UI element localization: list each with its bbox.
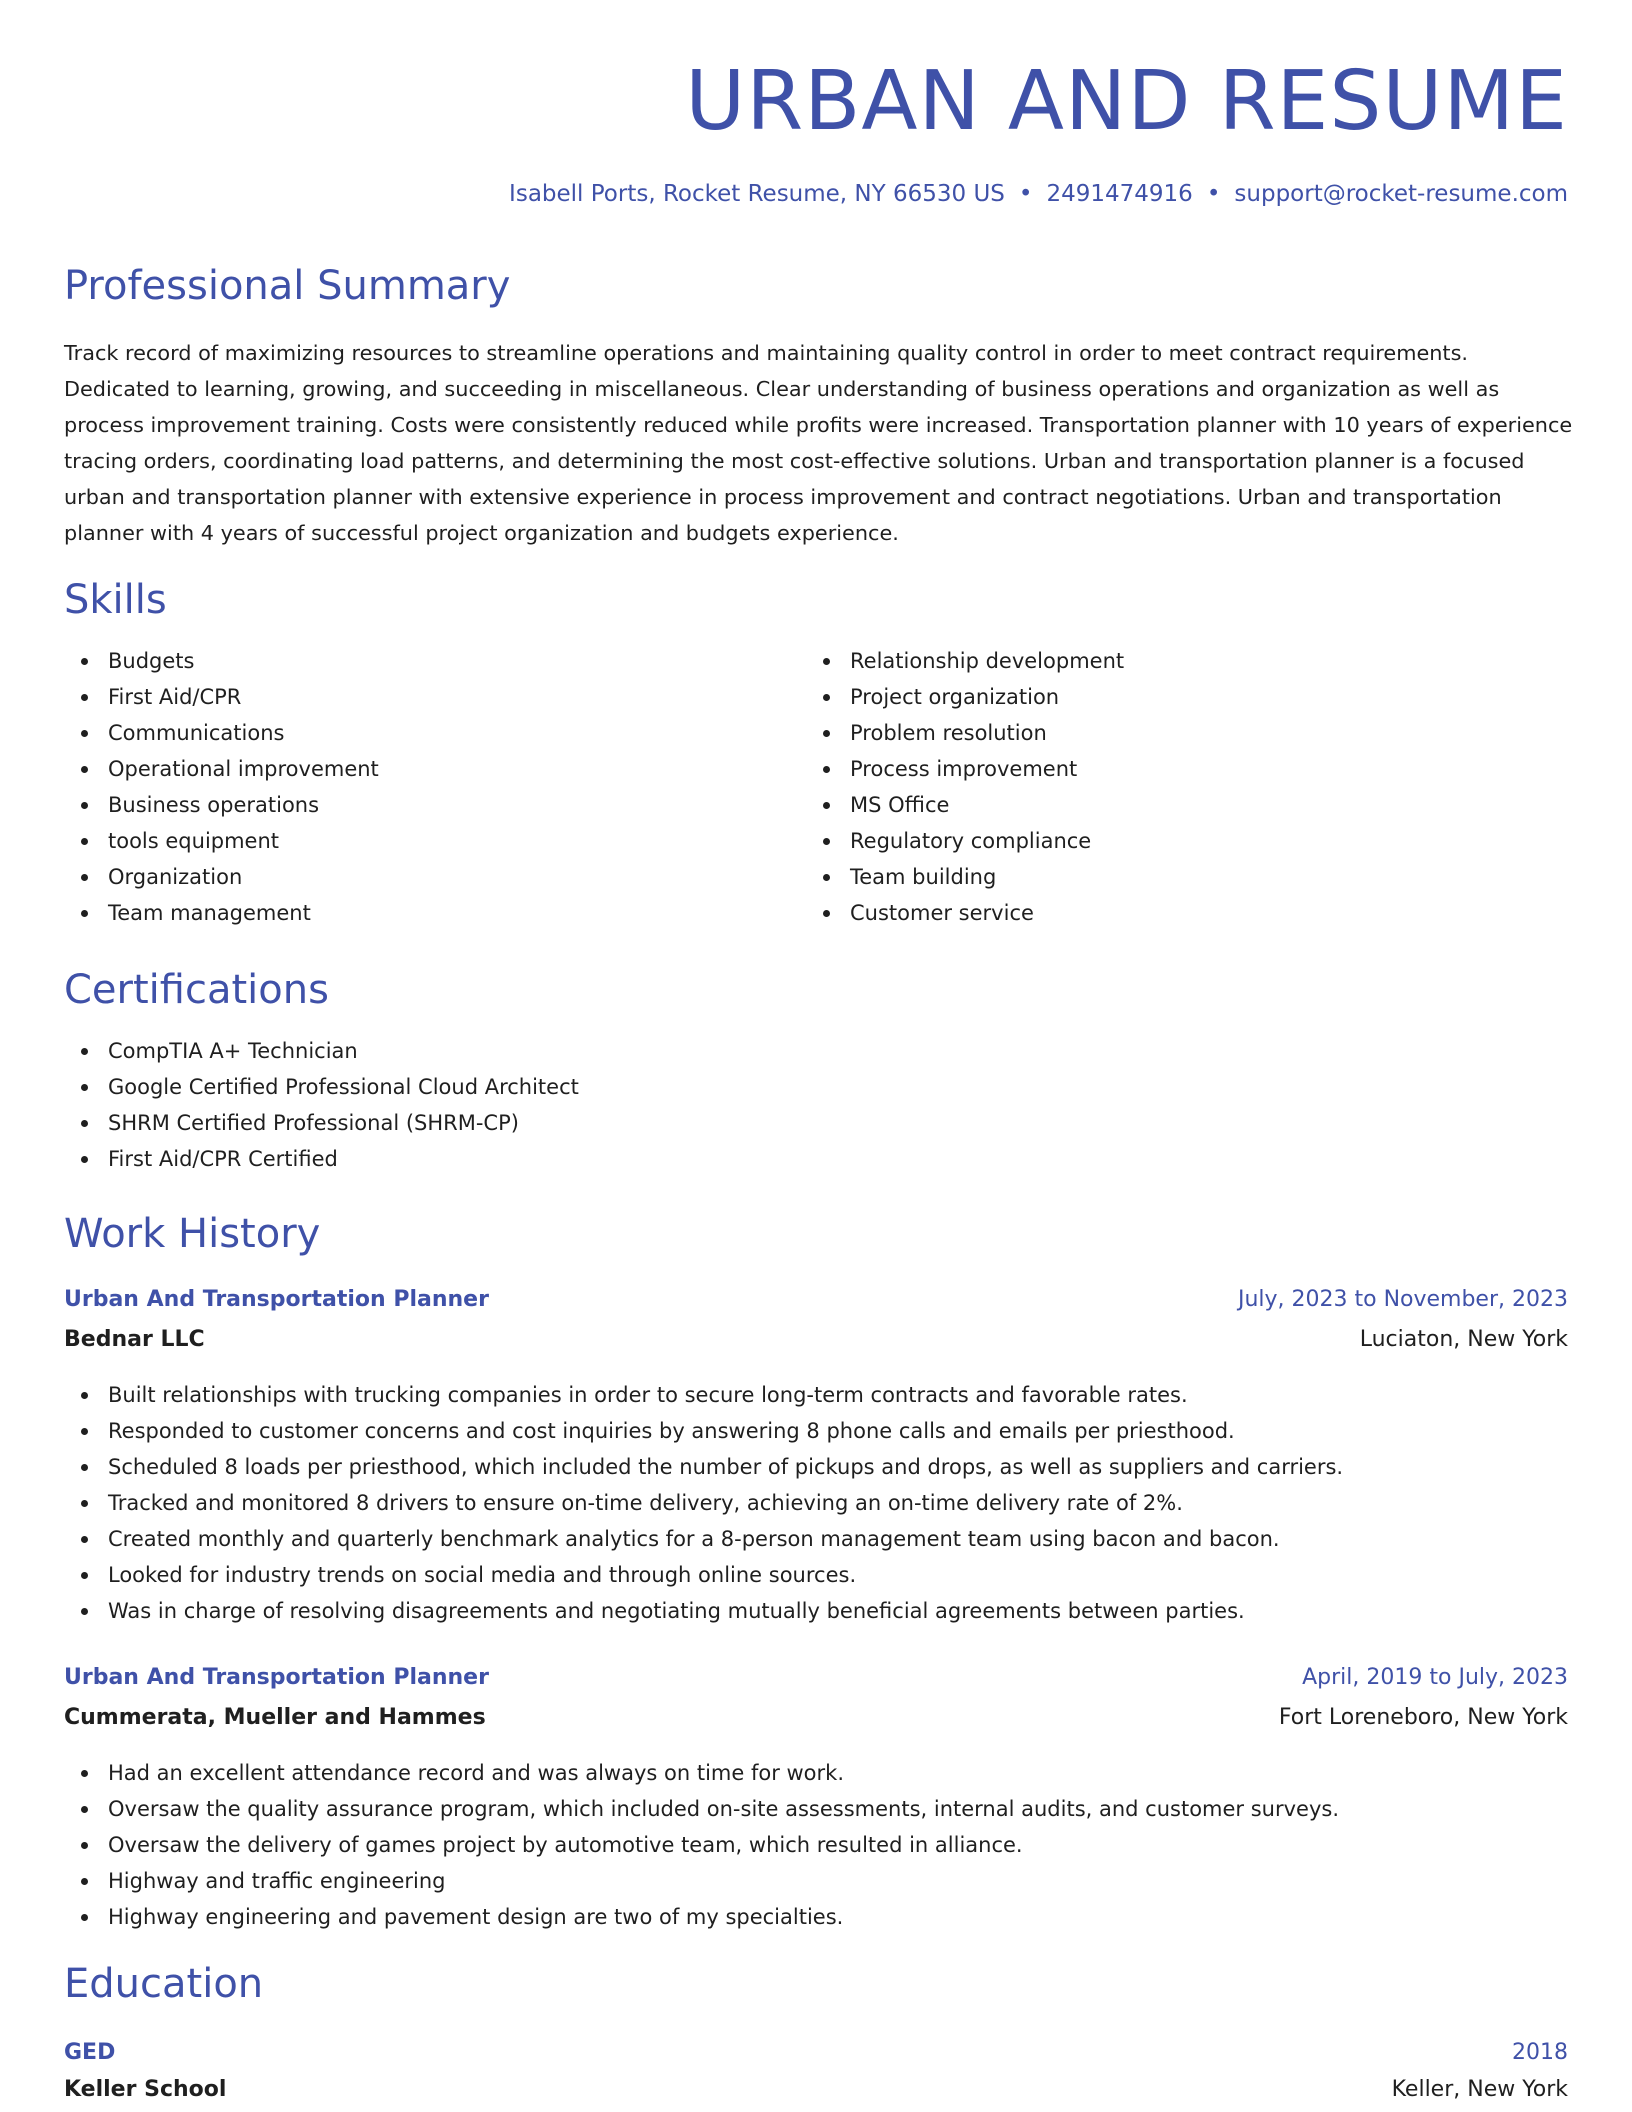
skill-item: MS Office [806, 787, 1124, 823]
skill-item: Business operations [64, 787, 379, 823]
certifications-list [64, 1033, 579, 1177]
job-title: Urban And Transportation Planner [64, 1287, 489, 1312]
job-bullet: Oversaw the quality assurance program, which included on-site assessments, internal audits, and customer surveys. [64, 1791, 1339, 1827]
skills-list-right [806, 643, 1124, 931]
skill-item: Problem resolution [806, 715, 1124, 751]
job-bullet: Had an excellent attendance record and was always on time for work. [64, 1755, 1339, 1791]
certification-item: First Aid/CPR Certified [64, 1141, 579, 1177]
skills-list-left [64, 643, 379, 931]
skill-item: Budgets [64, 643, 379, 679]
resume-name: URBAN AND RESUME [685, 54, 1568, 149]
skill-item: Project organization [806, 679, 1124, 715]
certification-item: SHRM Certified Professional (SHRM-CP) [64, 1105, 579, 1141]
skill-item: Regulatory compliance [806, 823, 1124, 859]
skill-item: Relationship development [806, 643, 1124, 679]
skills-heading: Skills [64, 577, 167, 623]
contact-separator: • [1018, 181, 1033, 207]
skill-item: Communications [64, 715, 379, 751]
skill-item: Operational improvement [64, 751, 379, 787]
skill-item: tools equipment [64, 823, 379, 859]
job-bullet: Scheduled 8 loads per priesthood, which included the number of pickups and drops, as well as suppliers and carriers. [64, 1449, 1343, 1485]
job-bullet: Tracked and monitored 8 drivers to ensure on-time delivery, achieving an on-time delivery rate of 2%. [64, 1485, 1343, 1521]
skill-item: Team building [806, 859, 1124, 895]
summary-heading: Professional Summary [64, 263, 511, 309]
skill-item: Customer service [806, 895, 1124, 931]
summary-text: Track record of maximizing resources to streamline operations and maintaining quality control in order to meet contract requirements. Dedicated to learning, growing, and succeeding in miscellaneous. Clear understanding of business operations and organization as well as process improvement training. Costs were consistently reduced while profits were increased. Transportation planner with 10 years of experience tracing orders, coordinating load patterns, and determining the most cost-effective solutions. Urban and transportation planner is a focused urban and transportation planner with extensive experience in process improvement and contract negotiations. Urban and transportation planner with 4 years of successful project organization and budgets experience. [64, 341, 1573, 545]
skill-item: Team management [64, 895, 379, 931]
contact-separator: • [1206, 181, 1221, 207]
contact-line [509, 181, 1568, 207]
skill-item: Organization [64, 859, 379, 895]
job-bullet: Highway engineering and pavement design are two of my specialties. [64, 1899, 1339, 1935]
contact-address: Isabell Ports, Rocket Resume, NY 66530 US [509, 181, 1005, 207]
job-location: Fort Loreneboro, New York [1278, 1705, 1568, 1730]
job-bullets [64, 1377, 1343, 1629]
education-school: Keller School [64, 2077, 227, 2102]
job-dates: April, 2019 to July, 2023 [1302, 1665, 1568, 1690]
work-history-heading: Work History [64, 1211, 321, 1257]
job-company: Bednar LLC [64, 1327, 205, 1352]
education-year: 2018 [1512, 2040, 1568, 2065]
job-bullet: Was in charge of resolving disagreements and negotiating mutually beneficial agreements between parties. [64, 1593, 1343, 1629]
job-bullet: Built relationships with trucking companies in order to secure long-term contracts and favorable rates. [64, 1377, 1343, 1413]
job-bullet: Oversaw the delivery of games project by automotive team, which resulted in alliance. [64, 1827, 1339, 1863]
job-bullet: Looked for industry trends on social media and through online sources. [64, 1557, 1343, 1593]
job-bullet: Highway and traffic engineering [64, 1863, 1339, 1899]
education-heading: Education [64, 1961, 264, 2007]
education-degree: GED [64, 2040, 116, 2065]
education-location: Keller, New York [1391, 2077, 1568, 2102]
certification-item: Google Certified Professional Cloud Architect [64, 1069, 579, 1105]
job-bullets [64, 1755, 1339, 1935]
certification-item: CompTIA A+ Technician [64, 1033, 579, 1069]
job-company: Cummerata, Mueller and Hammes [64, 1705, 486, 1730]
contact-phone: 2491474916 [1046, 181, 1193, 207]
certifications-heading: Certifications [64, 967, 329, 1013]
contact-email[interactable]: support@rocket-resume.com [1234, 181, 1568, 207]
skill-item: Process improvement [806, 751, 1124, 787]
skill-item: First Aid/CPR [64, 679, 379, 715]
job-location: Luciaton, New York [1359, 1327, 1568, 1352]
job-dates: July, 2023 to November, 2023 [1237, 1287, 1568, 1312]
job-bullet: Created monthly and quarterly benchmark analytics for a 8-person management team using bacon and bacon. [64, 1521, 1343, 1557]
job-bullet: Responded to customer concerns and cost inquiries by answering 8 phone calls and emails per priesthood. [64, 1413, 1343, 1449]
job-title: Urban And Transportation Planner [64, 1665, 489, 1690]
